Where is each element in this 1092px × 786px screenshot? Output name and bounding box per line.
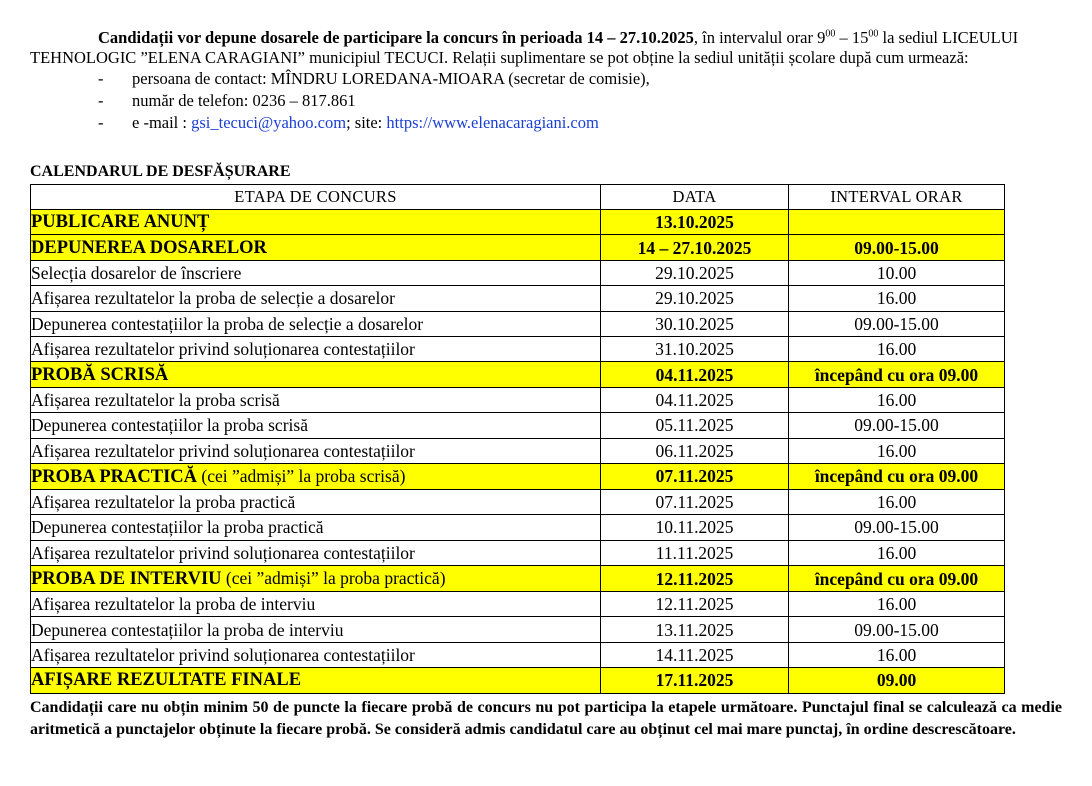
stage-note: (cei ”admiși” la proba practică)	[221, 568, 446, 589]
header-interval: INTERVAL ORAR	[789, 185, 1005, 210]
stage-label: Selecția dosarelor de înscriere	[31, 262, 242, 283]
stage-label: Afișarea rezultatelor la proba scrisă	[31, 389, 280, 410]
footer-note: Candidații care nu obțin minim 50 de puncte la fiecare probă de concurs nu pot participa la etapele următoare. Punctajul final se calculează ca medie aritmetică a punctajelor obținute la fiecare probă. Se consideră admis candidatul care au obținut cel mai mare punctaj, în ordine descrescătoare.	[30, 699, 1062, 738]
header-date: DATA	[601, 185, 789, 210]
cell-stage	[31, 592, 601, 617]
cell-interval: 16.00	[789, 489, 1005, 514]
table-row-milestone	[31, 362, 1005, 387]
table-row	[31, 336, 1005, 361]
table-row	[31, 642, 1005, 667]
time-start-sup: 00	[825, 28, 836, 40]
stage-label: Afișarea rezultatelor la proba de interviu	[31, 594, 316, 615]
cell-date: 06.11.2025	[601, 438, 789, 463]
cell-interval: 16.00	[789, 336, 1005, 361]
table-row-milestone	[31, 463, 1005, 489]
contact-list	[30, 68, 1060, 134]
cell-interval: începând cu ora 09.00	[789, 463, 1005, 489]
cell-date: 04.11.2025	[601, 362, 789, 387]
table-row-milestone	[31, 566, 1005, 592]
table-row	[31, 540, 1005, 565]
calendar-table	[30, 184, 1005, 694]
cell-interval: 09.00-15.00	[789, 413, 1005, 438]
cell-stage	[31, 438, 601, 463]
cell-date: 13.11.2025	[601, 617, 789, 642]
table-row	[31, 515, 1005, 540]
calendar-body	[31, 210, 1005, 694]
intro-interval-text: , în intervalul orar 9	[693, 28, 826, 47]
cell-interval: 09.00-15.00	[789, 235, 1005, 260]
calendar-title: CALENDARUL DE DESFĂȘURARE	[30, 163, 291, 180]
cell-interval: începând cu ora 09.00	[789, 566, 1005, 592]
table-row	[31, 260, 1005, 285]
cell-stage	[31, 642, 601, 667]
stage-label: AFIȘARE REZULTATE FINALE	[31, 670, 302, 691]
cell-stage	[31, 336, 601, 361]
bullet-dash: -	[98, 91, 104, 110]
cell-date: 14 – 27.10.2025	[601, 235, 789, 260]
intro-period-text: Candidații vor depune dosarele de participare la concurs în perioada 14 – 27.10.2025	[98, 28, 694, 47]
cell-interval: 16.00	[789, 642, 1005, 667]
cell-date: 29.10.2025	[601, 260, 789, 285]
website-link[interactable]: https://www.elenacaragiani.com	[386, 113, 599, 132]
table-row	[31, 387, 1005, 412]
table-row	[31, 413, 1005, 438]
stage-label: PROBA DE INTERVIU	[31, 569, 222, 590]
cell-date: 12.11.2025	[601, 566, 789, 592]
cell-stage	[31, 617, 601, 642]
cell-date: 29.10.2025	[601, 286, 789, 311]
cell-stage	[31, 566, 601, 592]
stage-label: Depunerea contestațiilor la proba practică	[31, 517, 324, 538]
cell-stage	[31, 387, 601, 412]
intro-location-text: la sediul LICEULUI TEHNOLOGIC ”ELENA CARAGIANI” municipiul TECUCI. Relații suplimentare se pot obține la sediul unității școlare după cum urmează:	[30, 28, 1019, 67]
cell-date: 05.11.2025	[601, 413, 789, 438]
intro-section	[30, 28, 1060, 134]
table-row	[31, 592, 1005, 617]
bullet-dash: -	[98, 69, 104, 88]
cell-date: 30.10.2025	[601, 311, 789, 336]
table-row-milestone	[31, 210, 1005, 235]
intro-paragraph	[30, 28, 1060, 68]
table-header-row	[31, 185, 1005, 210]
cell-interval: începând cu ora 09.00	[789, 362, 1005, 387]
email-link[interactable]: gsi_tecuci@yahoo.com	[191, 113, 347, 132]
cell-date: 13.10.2025	[601, 210, 789, 235]
stage-note: (cei ”admiși” la proba scrisă)	[197, 465, 406, 486]
cell-interval: 16.00	[789, 592, 1005, 617]
stage-label: Afișarea rezultatelor la proba practică	[31, 492, 296, 513]
stage-label: DEPUNEREA DOSARELOR	[31, 237, 267, 258]
cell-stage	[31, 489, 601, 514]
cell-interval: 16.00	[789, 540, 1005, 565]
cell-stage	[31, 540, 601, 565]
stage-label: Depunerea contestațiilor la proba de selecție a dosarelor	[31, 313, 424, 334]
cell-date: 11.11.2025	[601, 540, 789, 565]
cell-date: 14.11.2025	[601, 642, 789, 667]
cell-date: 12.11.2025	[601, 592, 789, 617]
cell-interval: 09.00-15.00	[789, 515, 1005, 540]
contact-email-site: - e -mail : gsi_tecuci@yahoo.com; site: https://www.elenacaragiani.com	[98, 113, 599, 132]
stage-label: PUBLICARE ANUNȚ	[31, 212, 210, 233]
cell-interval: 16.00	[789, 286, 1005, 311]
cell-date: 31.10.2025	[601, 336, 789, 361]
table-row	[31, 286, 1005, 311]
table-row	[31, 617, 1005, 642]
cell-interval: 16.00	[789, 387, 1005, 412]
cell-stage	[31, 286, 601, 311]
bullet-dash: -	[98, 113, 104, 132]
time-end-sup: 00	[868, 28, 879, 40]
cell-interval: 09.00-15.00	[789, 617, 1005, 642]
cell-interval: 09.00	[789, 668, 1005, 693]
stage-label: Afișarea rezultatelor privind soluționarea contestațiilor	[31, 339, 415, 360]
stage-label: PROBA PRACTICĂ	[31, 466, 197, 487]
table-row	[31, 438, 1005, 463]
cell-interval: 16.00	[789, 438, 1005, 463]
cell-stage	[31, 311, 601, 336]
cell-interval	[789, 210, 1005, 235]
cell-stage	[31, 515, 601, 540]
header-stage: ETAPA DE CONCURS	[31, 185, 601, 210]
cell-interval: 09.00-15.00	[789, 311, 1005, 336]
table-row	[31, 311, 1005, 336]
stage-label: Afișarea rezultatelor la proba de selecție a dosarelor	[31, 288, 395, 309]
cell-date: 10.11.2025	[601, 515, 789, 540]
table-row-milestone	[31, 668, 1005, 693]
stage-label: PROBĂ SCRISĂ	[31, 364, 169, 385]
cell-stage	[31, 260, 601, 285]
cell-stage	[31, 668, 601, 693]
table-row	[31, 489, 1005, 514]
cell-date: 07.11.2025	[601, 489, 789, 514]
cell-date: 17.11.2025	[601, 668, 789, 693]
table-row-milestone	[31, 235, 1005, 260]
cell-date: 07.11.2025	[601, 463, 789, 489]
stage-label: Afișarea rezultatelor privind soluționarea contestațiilor	[31, 440, 415, 461]
cell-stage	[31, 235, 601, 260]
cell-interval: 10.00	[789, 260, 1005, 285]
cell-stage	[31, 362, 601, 387]
intro-dash: – 15	[835, 28, 869, 47]
stage-label: Afișarea rezultatelor privind soluționarea contestațiilor	[31, 542, 415, 563]
cell-stage	[31, 210, 601, 235]
contact-phone: - număr de telefon: 0236 – 817.861	[98, 91, 356, 110]
cell-stage	[31, 413, 601, 438]
stage-label: Afișarea rezultatelor privind soluționarea contestațiilor	[31, 645, 415, 666]
stage-label: Depunerea contestațiilor la proba de interviu	[31, 619, 344, 640]
stage-label: Depunerea contestațiilor la proba scrisă	[31, 415, 308, 436]
cell-stage	[31, 463, 601, 489]
contact-person: - persoana de contact: MÎNDRU LOREDANA-MIOARA (secretar de comisie),	[98, 69, 650, 88]
cell-date: 04.11.2025	[601, 387, 789, 412]
